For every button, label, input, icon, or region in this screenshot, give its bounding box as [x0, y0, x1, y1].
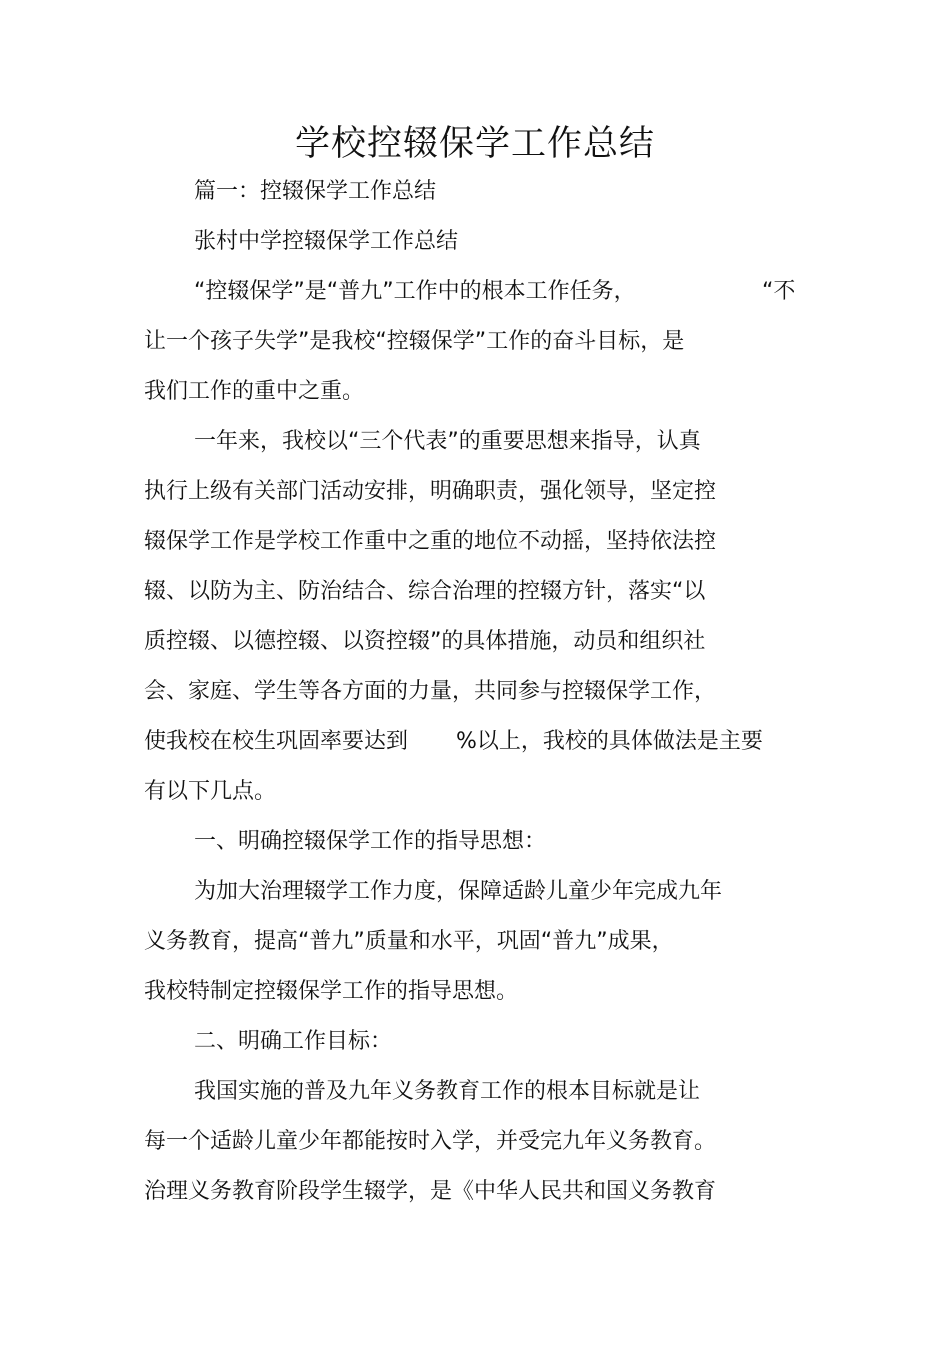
paragraph-line: 执行上级有关部门活动安排，明确职责，强化领导，坚定控: [144, 479, 717, 504]
paragraph-line: 每一个适龄儿童少年都能按时入学，并受完九年义务教育。: [144, 1129, 717, 1154]
paragraph-line: 使我校在校生巩固率要达到: [144, 729, 409, 754]
paragraph-line: 会、家庭、学生等各方面的力量，共同参与控辍保学工作，: [144, 679, 717, 704]
paragraph-line: 我们工作的重中之重。: [144, 379, 365, 404]
section-heading-guiding-thought: 一、明确控辍保学工作的指导思想：: [194, 829, 547, 854]
paragraph-line: 我校特制定控辍保学工作的指导思想。: [144, 979, 519, 1004]
paragraph-line: 质控辍、以德控辍、以资控辍”的具体措施，动员和组织社: [144, 629, 706, 654]
paragraph-line: %以上，我校的具体做法是主要: [456, 729, 763, 754]
paragraph-line: 我国实施的普及九年义务教育工作的根本目标就是让: [194, 1079, 701, 1104]
paragraph-line: “不: [762, 279, 796, 304]
paragraph-line: 治理义务教育阶段学生辍学，是《中华人民共和国义务教育: [144, 1179, 717, 1204]
paragraph-line: 一年来，我校以“三个代表”的重要思想来指导，认真: [194, 429, 701, 454]
paragraph-line: 为加大治理辍学工作力度，保障适龄儿童少年完成九年: [194, 879, 723, 904]
paragraph-line: 让一个孩子失学”是我校“控辍保学”工作的奋斗目标，是: [144, 329, 685, 354]
paragraph-line: 义务教育，提高“普九”质量和水平，巩固“普九”成果，: [144, 929, 674, 954]
subtitle-school-summary: 张村中学控辍保学工作总结: [194, 229, 459, 254]
paragraph-line: 辍保学工作是学校工作重中之重的地位不动摇，坚持依法控: [144, 529, 717, 554]
paragraph-line: “控辍保学”是“普九”工作中的根本工作任务，: [194, 279, 636, 304]
document-title: 学校控辍保学工作总结: [294, 124, 655, 164]
subtitle-article-one: 篇一：控辍保学工作总结: [194, 179, 437, 204]
paragraph-line: 辍、以防为主、防治结合、综合治理的控辍方针，落实“以: [144, 579, 706, 604]
paragraph-line: 有以下几点。: [144, 779, 277, 804]
section-heading-work-goal: 二、明确工作目标：: [194, 1029, 393, 1054]
